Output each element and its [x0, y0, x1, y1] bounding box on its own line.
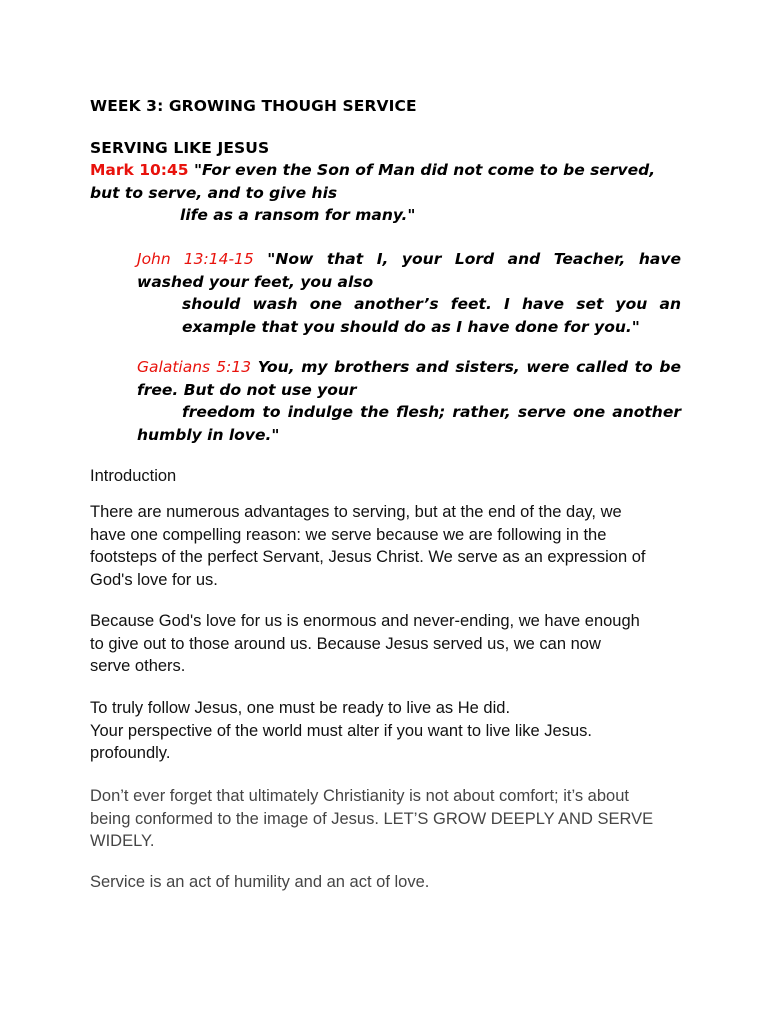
verse-text-line: humbly in love.": [137, 425, 280, 444]
introduction-heading: Introduction: [90, 467, 177, 485]
page-title: WEEK 3: GROWING THOUGH SERVICE: [90, 97, 417, 115]
verse-text-line: "Now that I, your Lord and Teacher, have: [253, 250, 681, 268]
paragraph-line: Your perspective of the world must alter if you want to live like Jesus.: [90, 721, 592, 740]
paragraph-5: [90, 871, 690, 894]
paragraph-1: [90, 501, 690, 591]
verse-text-line: freedom to indulge the flesh; rather, serve one another: [182, 403, 681, 421]
paragraph-line: to give out to those around us. Because Jesus served us, we can now: [90, 634, 601, 653]
paragraph-3: [90, 697, 690, 765]
paragraph-line: There are numerous advantages to serving, but at the end of the day, we: [90, 503, 622, 521]
paragraph-line: Don’t ever forget that ultimately Christianity is not about comfort; it’s about: [90, 787, 629, 805]
paragraph-line: serve others.: [90, 657, 186, 675]
verse-reference: Mark 10:45: [90, 161, 189, 179]
verse-text-line: but to serve, and to give his: [90, 183, 338, 202]
paragraph-line: being conformed to the image of Jesus. LET’S GROW DEEPLY AND SERVE: [90, 809, 654, 828]
verse-galatians: [137, 356, 681, 446]
verse-text-line: "For even the Son of Man did not come to be served,: [188, 161, 656, 179]
verse-text-line: should wash one another’s feet. I have set you an: [182, 295, 681, 313]
paragraph-line: God's love for us.: [90, 570, 218, 589]
verse-text-line: example that you should do as I have done for you.": [182, 317, 640, 336]
verse-reference: Galatians 5:13: [137, 358, 252, 376]
verse-reference: John 13:14-15: [137, 250, 254, 268]
paragraph-line: WIDELY.: [90, 832, 155, 850]
paragraph-line: To truly follow Jesus, one must be ready to live as He did.: [90, 699, 511, 717]
paragraph-4: [90, 785, 690, 853]
paragraph-line: Service is an act of humility and an act of love.: [90, 873, 430, 891]
paragraph-line: have one compelling reason: we serve because we are following in the: [90, 525, 607, 544]
paragraph-line: profoundly.: [90, 744, 171, 762]
verse-john: [137, 248, 681, 338]
paragraph-2: [90, 610, 690, 678]
verse-text-line: life as a ransom for many.": [180, 206, 416, 224]
verse-text-line: washed your feet, you also: [137, 272, 374, 291]
verse-text-line: free. But do not use your: [137, 380, 357, 399]
verse-text-line: You, my brothers and sisters, were called to be: [251, 358, 681, 376]
verse-mark: [90, 159, 690, 227]
paragraph-line: Because God's love for us is enormous and never-ending, we have enough: [90, 612, 640, 630]
section-subtitle: SERVING LIKE JESUS: [90, 139, 270, 157]
paragraph-line: footsteps of the perfect Servant, Jesus Christ. We serve as an expression of: [90, 548, 646, 566]
